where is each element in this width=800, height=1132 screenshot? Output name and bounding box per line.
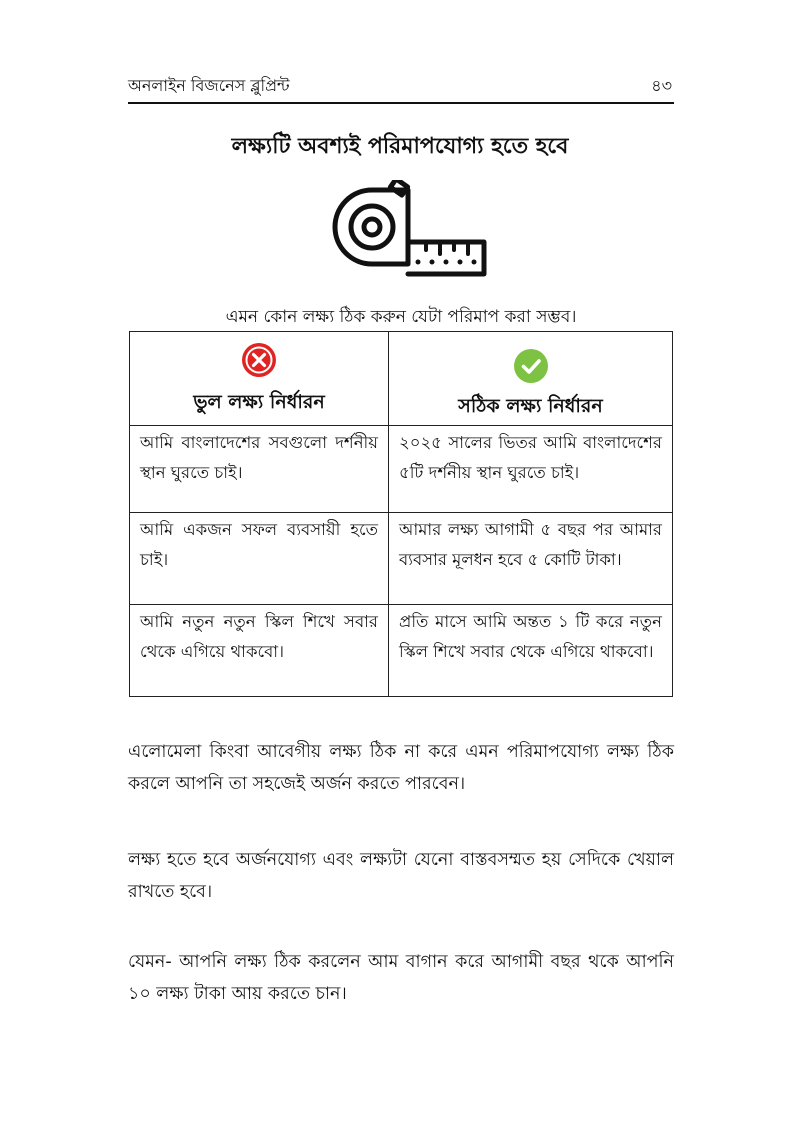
table-header-row — [130, 332, 673, 426]
page-number: ৪৩ — [651, 76, 672, 95]
wrong-goal-cell — [130, 426, 389, 513]
body-paragraph: যেমন- আপনি লক্ষ্য ঠিক করলেন আম বাগান করে আগামী বছর থকে আপনি ১০ লক্ষ্য টাকা আয় করতে চান। — [128, 952, 674, 1004]
wrong-goal-header — [130, 332, 389, 426]
right-goal-header-label: সঠিক লক্ষ্য নির্ধারন — [458, 395, 603, 417]
wrong-goal-text: আমি নতুন নতুন স্কিল শিখে সবার থেকে এগিয়ে থাকবো। — [140, 612, 378, 661]
right-goal-cell — [389, 605, 673, 697]
page-title: লক্ষ্যটি অবশ্যই পরিমাপযোগ্য হতে হবে — [231, 134, 569, 159]
wrong-goal-header-label: ভুল লক্ষ্য নির্ধারন — [193, 391, 325, 413]
wrong-goal-cell — [130, 605, 389, 697]
wrong-goal-text: আমি বাংলাদেশের সবগুলো দর্শনীয় স্থান ঘুরতে চাই। — [140, 433, 378, 482]
right-goal-text: প্রতি মাসে আমি অন্তত ১ টি করে নতুন স্কিল শিখে সবার থেকে এগিয়ে থাকবো। — [399, 612, 662, 661]
right-goal-cell — [389, 513, 673, 605]
page-header — [128, 76, 674, 104]
header-title: অনলাইন বিজনেস ব্লুপ্রিন্ট — [128, 76, 290, 95]
right-goal-cell — [389, 426, 673, 513]
right-goal-text: আমার লক্ষ্য আগামী ৫ বছর পর আমার ব্যবসার মূলধন হবে ৫ কোটি টাকা। — [399, 520, 662, 569]
check-circle-icon — [513, 348, 549, 384]
table-row — [130, 426, 673, 513]
table-caption: এমন কোন লক্ষ্য ঠিক করুন যেটা পরিমাপ করা সম্ভব। — [225, 307, 577, 327]
wrong-goal-cell — [130, 513, 389, 605]
body-paragraph: লক্ষ্য হতে হবে অর্জনযোগ্য এবং লক্ষ্যটা যেনো বাস্তবসম্মত হয় সেদিকে খেয়াল রাখতে হবে। — [128, 850, 674, 902]
measuring-tape-icon — [326, 180, 490, 280]
goal-comparison-table — [129, 331, 673, 697]
cross-circle-icon — [241, 342, 277, 378]
wrong-goal-text: আমি একজন সফল ব্যবসায়ী হতে চাই। — [140, 520, 378, 569]
table-row — [130, 605, 673, 697]
table-row — [130, 513, 673, 605]
right-goal-text: ২০২৫ সালের ভিতর আমি বাংলাদেশের ৫টি দর্শনীয় স্থান ঘুরতে চাই। — [399, 433, 662, 482]
right-goal-header — [389, 332, 673, 426]
body-paragraph: এলোমেলা কিংবা আবেগীয় লক্ষ্য ঠিক না করে এমন পরিমাপযোগ্য লক্ষ্য ঠিক করলে আপনি তা সহজেই অর্জন করতে পারবেন। — [128, 742, 674, 794]
